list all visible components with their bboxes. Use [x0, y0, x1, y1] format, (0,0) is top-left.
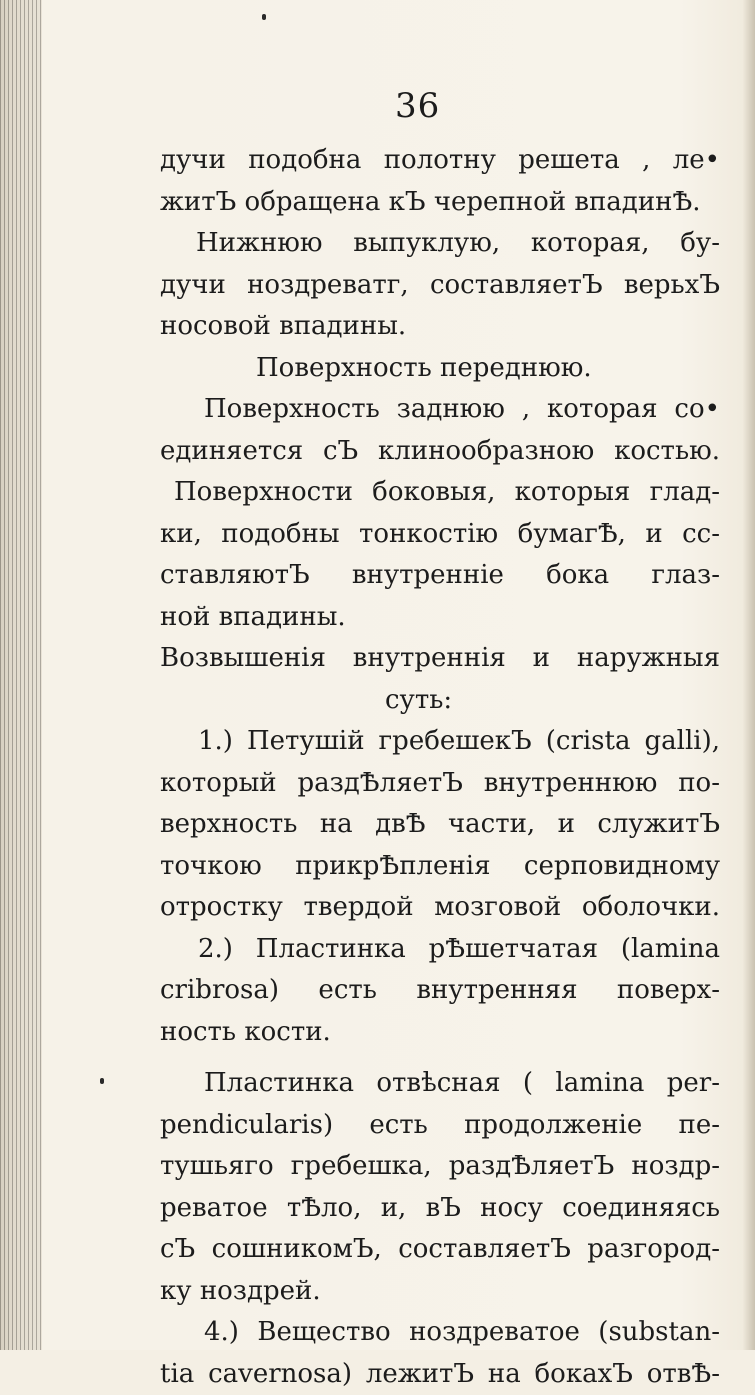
text-line: единяется сЪ клинообразною костью. [160, 431, 720, 473]
text-line: Возвышенія внутреннія и наружныя [160, 638, 720, 680]
text-line: Поверхности боковыя, которыя глад- [160, 472, 720, 514]
text-line: 2.) Пластинка рѢшетчатая (lamina [160, 929, 720, 971]
text-line: точкою прикрѢпленія серповидному [160, 846, 720, 888]
text-line: Поверхность переднюю. [160, 348, 720, 390]
ink-speck [100, 1078, 104, 1084]
text-line: ность кости. [160, 1012, 720, 1054]
text-line: который раздѢляетЪ внутреннюю по- [160, 763, 720, 805]
text-line: Нижнюю выпуклую, которая, бу- [160, 223, 720, 265]
text-line: Поверхность заднюю , которая со• [160, 389, 720, 431]
text-line: cribrosa) есть внутренняя поверх- [160, 970, 720, 1012]
text-line: 1.) Петушій гребешекЪ (crista galli), [160, 721, 720, 763]
text-line: сЪ сошникомЪ, составляетЪ разгород- [160, 1229, 720, 1271]
page-number: 36 [395, 86, 455, 126]
text-line: тушьяго гребешка, раздѢляетЪ ноздр- [160, 1146, 720, 1188]
text-line: ной впадины. [160, 597, 720, 639]
text-line: верхность на двѢ части, и служитЪ [160, 804, 720, 846]
text-line: ставляютЪ внутренніе бока глаз- [160, 555, 720, 597]
page-body-text [160, 140, 720, 1395]
text-line: носовой впадины. [160, 306, 720, 348]
text-line: ку ноздрей. [160, 1271, 720, 1313]
text-line: Пластинка отвѣсная ( lamina per- [160, 1063, 720, 1105]
text-line: дучи ноздреватг, составляетЪ верьхЪ [160, 265, 720, 307]
text-line: ки, подобны тонкостію бумагѢ, и сс- [160, 514, 720, 556]
text-line: дучи подобна полотну решета , ле• [160, 140, 720, 182]
text-line: житЪ обращена кЪ черепной впадинѢ. [160, 182, 720, 224]
text-line: реватое тѢло, и, вЪ носу соединяясь [160, 1188, 720, 1230]
text-line: 4.) Вещество ноздреватое (substan- [160, 1312, 720, 1354]
page-right-edge [743, 0, 755, 1350]
ink-speck [262, 14, 266, 20]
text-line: отростку твердой мозговой оболочки. [160, 887, 720, 929]
page-binding-gutter [0, 0, 42, 1350]
text-line: pendicularis) есть продолженіе пе- [160, 1105, 720, 1147]
text-line: tia cavernosa) лежитЪ на бокахЪ отвѢ- [160, 1354, 720, 1395]
text-line: суть: [160, 680, 720, 722]
